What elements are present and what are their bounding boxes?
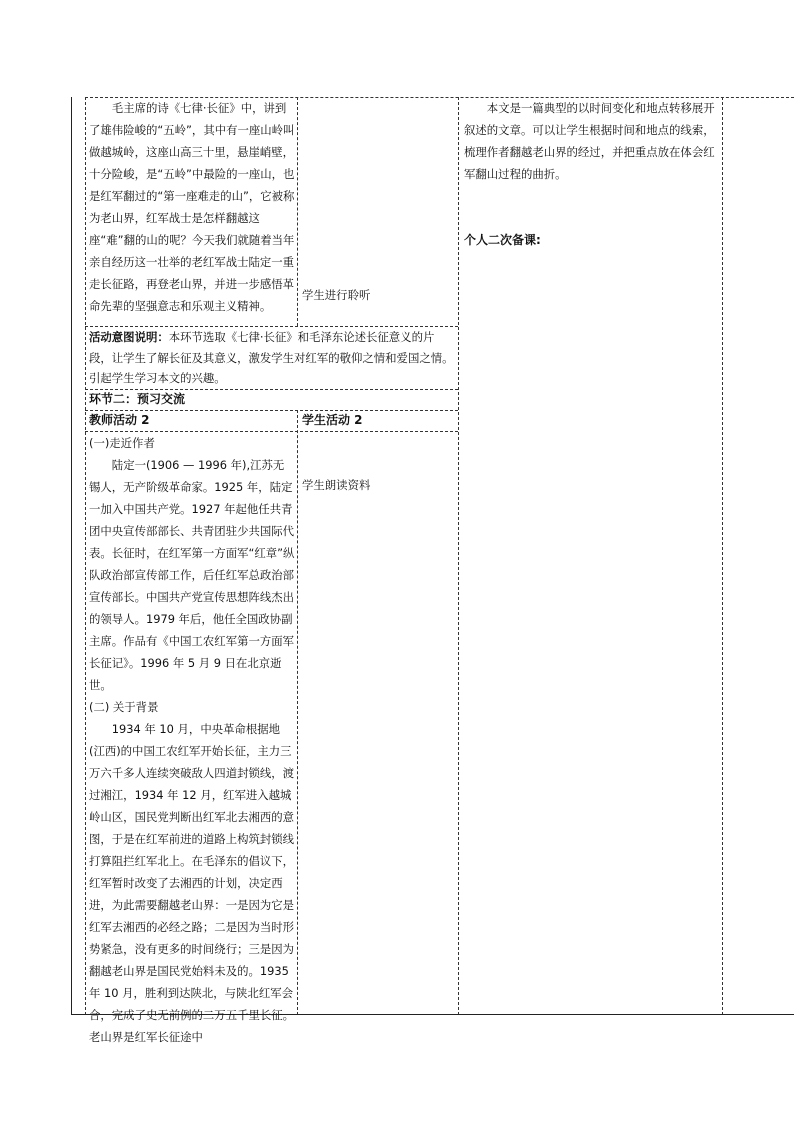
- table-left-border: [71, 97, 72, 1015]
- teacher-activity-cell: [89, 432, 295, 1048]
- intro-teacher-cell: [89, 97, 295, 317]
- student-activity-header: 学生活动 2: [302, 413, 363, 427]
- second-prep-title: 个人二次备课:: [464, 233, 541, 247]
- design-note-content: 本文是一篇典型的以时间变化和地点转移展开叙述的文章。可以让学生根据时间和地点的线索，梳理作者翻越老山界的经过，并把重点放在体会红军翻山过程的曲折。: [464, 101, 715, 181]
- background-text: 1934 年 10 月，中央革命根据地(江西)的中国工农红军开始长征，主力三万六千多人连续突破敌人四道封锁线，渡过湘江，1934 年 12 月，红军进入越城岭山区，国民党判断出红军北去湘西的意图，于是在红军前进的道路上构筑封锁线打算阻拦红军北上。在毛泽东的倡议下，红军暂时改变了去湘西的计划，决定西进，为此需要翻越老山界：一是因为它是红军去湘西的必经之路；二是因为当时形势紧急，没有更多的时间绕行；三是因为翻越老山界是国民党始料未及的。1935 年 10 月，胜利到达陕北，与陕北红军会合，完成了史无前例的二万五千里长征。老山界是红军长征途中: [89, 722, 295, 1044]
- student-activity-listen: 学生进行聆听: [302, 288, 371, 302]
- column-divider-2: [297, 97, 298, 326]
- column-divider-2b: [297, 410, 298, 1015]
- intro-student-cell: [302, 284, 456, 306]
- student-activity-header-cell: [302, 410, 456, 431]
- poem-paragraph: 毛主席的诗《七律·长征》中，讲到了雄伟险峻的“五岭”，其中有一座山岭叫做越城岭，这座山高三十里，悬崖峭壁，十分险峻，是“五岭”中最险的一座山，也是红军翻过的“第一座难走的山”，它被称为老山界，红军战士是怎样翻越这座“难”翻的山的呢？今天我们就随着当年亲自经历这一壮举的老红军战士陆定一重走长征路，再登老山界，并进一步感悟革命先辈的坚强意志和乐观主义精神。: [89, 101, 295, 313]
- design-note-cell: [464, 97, 720, 251]
- intent-paragraph: [89, 327, 456, 389]
- column-divider-3: [458, 97, 459, 1015]
- background-heading: (二) 关于背景: [89, 700, 159, 714]
- column-divider-1: [85, 97, 86, 1015]
- column-divider-4: [722, 97, 723, 1015]
- teacher-activity-header-cell: [89, 410, 295, 431]
- intent-text: 本环节选取《七律·长征》和毛泽东论述长征意义的片段，让学生了解长征及其意义，激发学生对红军的敬仰之情和爱国之情。引起学生学习本文的兴趣。: [89, 330, 454, 385]
- section-title-cell: [89, 389, 456, 410]
- intent-cell: [89, 327, 456, 389]
- student-activity-read: 学生朗读资料: [302, 478, 371, 492]
- teacher-activity-header: 教师活动 2: [89, 413, 150, 427]
- student-activity-cell: [302, 474, 456, 496]
- section-title: 环节二：预习交流: [89, 392, 186, 406]
- intent-label: 活动意图说明：: [89, 330, 169, 344]
- author-text: 陆定一(1906 — 1996 年),江苏无锡人，无产阶级革命家。1925 年，陆定一加入中国共产党。1927 年起他任共青团中央宣传部部长、共青团驻少共国际代表。长征时，在红军第一方面军“红章”纵队政治部宣传部工作，后任红军总政治部宣传部长。中国共产党宣传思想阵线杰出的领导人。1979 年后，他任全国政协副主席。作品有《中国工农红军第一方面军长征记》。1996 年 5 月 9 日在北京逝世。: [89, 458, 295, 692]
- author-heading: (一)走近作者: [89, 436, 155, 450]
